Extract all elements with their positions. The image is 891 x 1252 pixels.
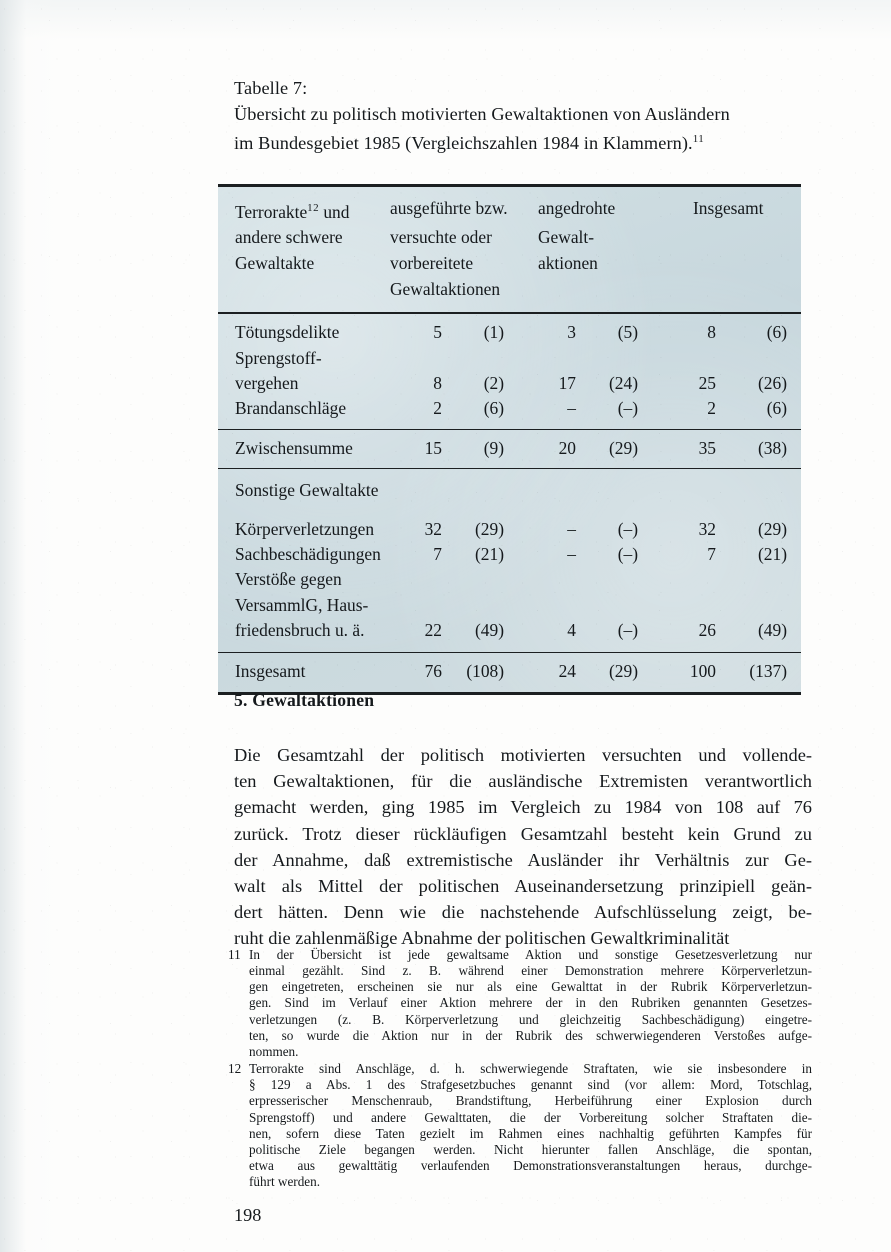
footnote-line: etwa aus gewalttätig verlaufenden Demonstrationsveranstaltungen heraus, durchge- — [249, 1158, 812, 1174]
table-caption-line-2-wrap — [234, 127, 812, 157]
footnote-line: nommen. — [249, 1043, 299, 1059]
footnote-line: Terrorakte sind Anschläge, d. h. schwerwiegende Straftaten, wie sie insbesondere in — [249, 1061, 812, 1077]
row-value-n1: 32 — [424, 518, 442, 539]
row-value-p2: (–) — [617, 544, 638, 565]
header-col1-line3: Gewaltakte — [235, 252, 315, 273]
table-row — [218, 542, 801, 567]
body-paragraph — [234, 742, 812, 952]
row-label-zwischensumme: Zwischensumme — [235, 437, 353, 458]
header-col1-line4 — [218, 277, 390, 303]
row-value-n1: 8 — [433, 372, 442, 393]
row-value-p3: (21) — [758, 544, 787, 565]
header-col2-line1: ausgeführte bzw. — [390, 198, 508, 218]
row-value-n3: 100 — [689, 660, 716, 681]
row-value-p1: (108) — [466, 660, 504, 681]
row-value-p2: (5) — [617, 322, 638, 343]
footnote-line: Sprengstoff) und andere Gewalttaten, die der Vorbereitung solcher Straftaten die- — [249, 1109, 812, 1125]
spacer — [218, 504, 801, 517]
header-col3-line4 — [538, 277, 684, 303]
header-col1-line2: andere schwere — [235, 227, 343, 248]
row-value-n2: 3 — [567, 322, 576, 343]
table-header-row-3 — [218, 251, 801, 277]
row-value-p1: (1) — [483, 322, 504, 343]
table-caption-line-2: im Bundesgebiet 1985 (Vergleichszahlen 1984 in Klammern). — [234, 133, 693, 154]
row-value-p3: (38) — [758, 437, 787, 458]
table-row — [218, 371, 801, 396]
row-value-n3: 8 — [707, 322, 716, 343]
row-label-sachbeschaedigungen: Sachbeschädigungen — [235, 544, 381, 565]
row-value-n2: – — [567, 518, 576, 539]
row-label-insgesamt: Insgesamt — [235, 660, 306, 681]
header-col4-line4 — [684, 277, 801, 303]
table-header — [218, 187, 801, 312]
header-col3-line3: aktionen — [538, 252, 598, 273]
row-value-n2: – — [567, 398, 576, 419]
footnote-line: § 129 a Abs. 1 des Strafgesetzbuches genannt sind (vor allem: Mord, Totschlag, — [249, 1077, 812, 1093]
row-label-verstoesse-line1: Verstöße gegen — [235, 569, 342, 590]
row-value-n2: 17 — [558, 372, 576, 393]
row-label-brandanschlaege: Brandanschläge — [235, 398, 347, 419]
body-line: walt als Mittel der politischen Auseinandersetzung prinzipiell geän- — [234, 876, 812, 897]
row-value-p1: (9) — [483, 437, 504, 458]
body-line: ten Gewaltaktionen, für die ausländische Extremisten verantwortlich — [234, 771, 812, 792]
table-section-total — [218, 653, 801, 692]
body-line: ruht die zahlenmäßige Abnahme der politischen Gewaltkriminalität — [234, 928, 730, 949]
table-subheading-sonstige-gewaltakte: Sonstige Gewaltakte — [235, 480, 379, 501]
footnote-line: verletzungen (z. B. Körperverletzung und gleichzeitig Sachbeschädigung) eingetre- — [249, 1011, 812, 1027]
table-row — [218, 320, 801, 345]
row-value-p2: (–) — [617, 620, 638, 641]
row-value-n1: 22 — [424, 620, 442, 641]
row-value-p1: (29) — [475, 518, 504, 539]
row-value-p3: (137) — [749, 660, 787, 681]
header-col2-line2: versuchte oder — [390, 227, 492, 248]
row-value-p3: (6) — [766, 398, 787, 419]
statistics-table — [218, 184, 801, 695]
table-section-other-acts — [218, 469, 801, 651]
footnote-line: erpresserischer Menschenraub, Brandstiftung, Herbeiführung einer Explosion durch — [249, 1093, 812, 1109]
footnote-line: nen, sofern diese Taten gezielt im Rahmen eines nachhaltig geführten Kampfes für — [249, 1125, 812, 1141]
row-value-n1: 76 — [424, 660, 442, 681]
row-value-n1: 7 — [433, 544, 442, 565]
row-value-p1: (49) — [475, 620, 504, 641]
body-line: Die Gesamtzahl der politisch motivierten versuchten und vollende- — [234, 745, 812, 765]
header-col4-line3 — [684, 251, 801, 277]
row-value-p3: (29) — [758, 518, 787, 539]
row-value-n3: 35 — [698, 437, 716, 458]
header-col2-line4: Gewaltaktionen — [390, 278, 501, 299]
footnote-line: einmal gezählt. Sind z. B. während einer Demonstration mehrere Körperverletzun- — [249, 963, 812, 979]
row-value-p1: (2) — [483, 372, 504, 393]
header-col4-line2 — [684, 225, 801, 251]
header-col3-line1: angedrohte — [538, 198, 616, 218]
footnote-line: gen eingetreten, erscheinen sie nur als eine Gewalttat in der Rubrik Körperverletzun- — [249, 979, 812, 995]
row-value-n1: 15 — [424, 437, 442, 458]
row-label-verstoesse-line3: friedensbruch u. ä. — [235, 620, 365, 641]
footnote-number: 12 — [228, 1061, 242, 1077]
row-value-n2: – — [567, 544, 576, 565]
row-value-n2: 4 — [567, 620, 576, 641]
table-row-total — [218, 659, 801, 684]
table-row-label-continuation — [218, 567, 801, 592]
row-value-n1: 2 — [433, 398, 442, 419]
row-label-koerperverletzungen: Körperverletzungen — [235, 518, 375, 539]
row-label-sprengstoff-line1: Sprengstoff- — [235, 347, 322, 368]
row-value-n3: 26 — [698, 620, 716, 641]
table-header-row-1 — [218, 196, 801, 225]
table-row — [218, 517, 801, 542]
table-caption — [234, 76, 812, 157]
table-row-subtotal — [218, 436, 801, 461]
row-value-n1: 5 — [433, 322, 442, 343]
row-value-p3: (6) — [766, 322, 787, 343]
header-col4-line1: Insgesamt — [693, 198, 764, 218]
row-value-n3: 32 — [698, 518, 716, 539]
row-value-n3: 7 — [707, 544, 716, 565]
row-value-p2: (–) — [617, 398, 638, 419]
footnote-text — [249, 947, 812, 1060]
row-label-toetungsdelikte: Tötungsdelikte — [235, 322, 340, 343]
row-value-n3: 2 — [707, 398, 716, 419]
header-col3-line2: Gewalt- — [538, 227, 595, 248]
table-header-row-4 — [218, 277, 801, 303]
row-value-p2: (–) — [617, 518, 638, 539]
page-number: 198 — [234, 1205, 262, 1225]
table-header-row-2 — [218, 225, 801, 251]
table-row — [218, 618, 801, 643]
row-value-p2: (24) — [609, 372, 638, 393]
footnote-text — [249, 1061, 812, 1190]
row-label-verstoesse-line2: VersammlG, Haus- — [235, 594, 369, 615]
footnote-line: In der Übersicht ist jede gewaltsame Aktion und sonstige Gesetzesverletzung nur — [249, 947, 812, 962]
footnote-line: politische Ziele begangen werden. Nicht hierunter fallen Anschläge, die spontan, — [249, 1141, 812, 1157]
header-col1-tail: und — [318, 201, 350, 222]
footnote-line: führt werden. — [249, 1174, 321, 1190]
table-section-severe-acts — [218, 314, 801, 429]
footnotes-block — [228, 947, 812, 1191]
footnote-12 — [228, 1061, 812, 1190]
table-caption-label: Tabelle 7: — [234, 78, 308, 98]
row-label-sprengstoff-line2: vergehen — [235, 372, 299, 393]
footnote-number: 11 — [228, 947, 241, 962]
table-row — [218, 396, 801, 421]
footnote-line: gen. Sind im Verlauf einer Aktion mehrere der in den Rubriken genannten Gesetzes- — [249, 995, 812, 1011]
footnote-marker-11: 11 — [692, 133, 705, 145]
row-value-p2: (29) — [609, 437, 638, 458]
row-value-p1: (6) — [483, 398, 504, 419]
row-value-n2: 24 — [558, 660, 576, 681]
section-heading: 5. Gewaltaktionen — [234, 690, 375, 710]
row-value-p2: (29) — [609, 660, 638, 681]
table-caption-line-1: Übersicht zu politisch motivierten Gewaltaktionen von Ausländern — [234, 103, 730, 124]
footnote-line: ten, so wurde die Aktion nur in der Rubrik des schwerwiegenderen Verstoßes aufge- — [249, 1027, 812, 1043]
body-line: der Annahme, daß extremistische Ausländer ihr Verhältnis zur Ge- — [234, 849, 812, 870]
table-section-subtotal — [218, 430, 801, 468]
row-value-p3: (26) — [758, 372, 787, 393]
header-col1-line1 — [218, 196, 390, 225]
footnote-11 — [228, 947, 812, 1060]
header-col2-line3: vorbereitete — [390, 252, 474, 273]
row-value-n3: 25 — [698, 372, 716, 393]
row-value-n2: 20 — [558, 437, 576, 458]
header-col1-term: Terrorakte — [235, 201, 308, 222]
row-value-p3: (49) — [758, 620, 787, 641]
body-line: dert hätten. Denn wie die nachstehende Aufschlüsselung zeigt, be- — [234, 902, 812, 923]
table-row-label-continuation — [218, 593, 801, 618]
body-line: gemacht werden, ging 1985 im Vergleich zu 1984 von 108 auf 76 — [234, 797, 812, 818]
table-row-label-continuation — [218, 346, 801, 371]
body-line: zurück. Trotz dieser rückläufigen Gesamtzahl besteht kein Grund zu — [234, 823, 812, 844]
row-value-p1: (21) — [475, 544, 504, 565]
footnote-marker-12: 12 — [307, 202, 319, 214]
